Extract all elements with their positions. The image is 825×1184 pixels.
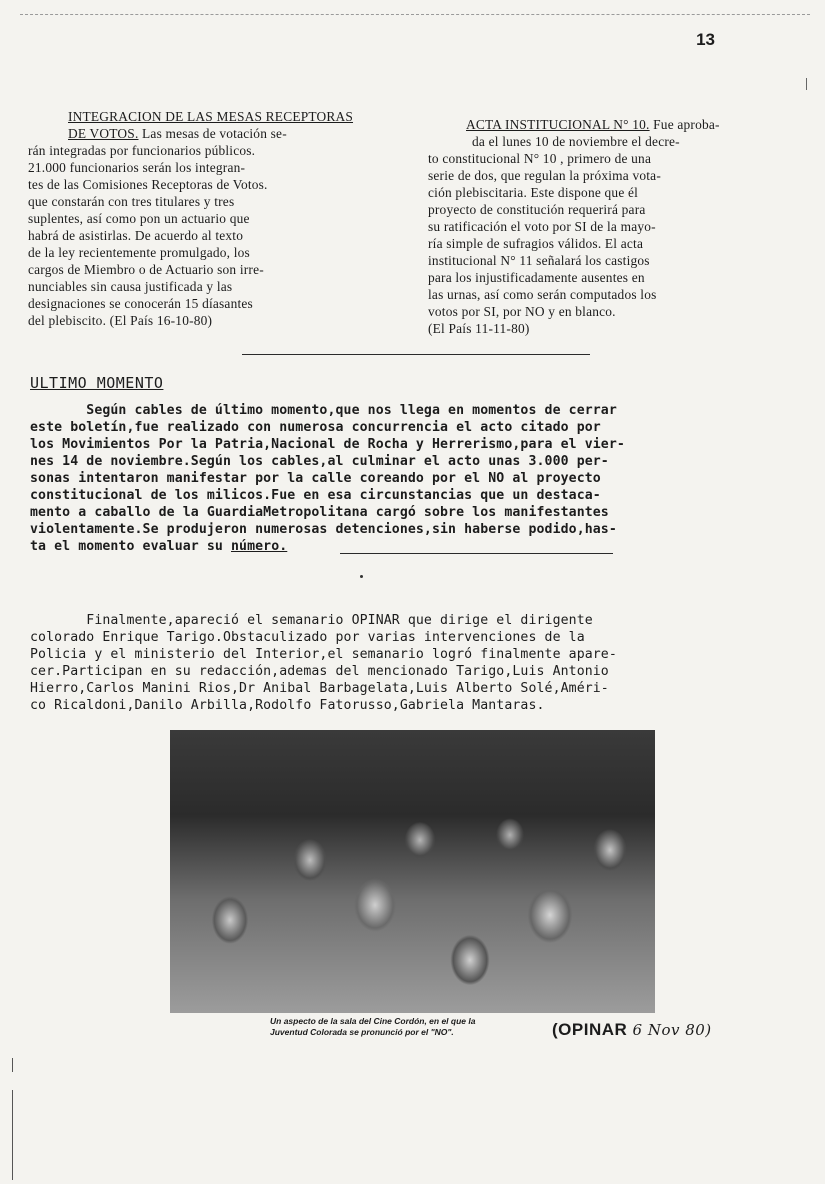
article-line: su ratificación el voto por SI de la mayo-	[428, 219, 656, 234]
article-line: designaciones se conocerán 15 díasantes	[28, 296, 253, 311]
article-line: tes de las Comisiones Receptoras de Votos.	[28, 177, 268, 192]
typed-line: Según cables de último momento,que nos llega en momentos de cerrar	[30, 403, 617, 418]
article-line: (El País 11-11-80)	[428, 321, 530, 336]
typed-line: violentamente.Se produjeron numerosas detenciones,sin haberse podido,has-	[30, 522, 617, 537]
article-line: to constitucional N° 10 , primero de una	[428, 151, 652, 166]
article-line: que constarán con tres titulares y tres	[28, 194, 235, 209]
article-line: suplentes, así como pon un actuario que	[28, 211, 250, 226]
article-line: serie de dos, que regulan la próxima vota-	[428, 168, 661, 183]
section-divider	[242, 354, 590, 355]
article-line: votos por SI, por NO y en blanco.	[428, 304, 616, 319]
article-line: Las mesas de votación se-	[138, 126, 287, 141]
numero-word: número.	[231, 539, 288, 554]
typed-line: Finalmente,apareció el semanario OPINAR que dirige el dirigente	[30, 613, 593, 628]
integracion-mesas-article	[28, 108, 368, 329]
article-heading-tail: DE VOTOS.	[68, 126, 139, 141]
handnote-date: 6 Nov 80)	[632, 1021, 712, 1039]
article-heading: ACTA INSTITUCIONAL N° 10.	[466, 117, 650, 132]
margin-mark	[12, 1090, 13, 1180]
typed-line: sonas intentaron manifestar por la calle coreando por el NO al proyecto	[30, 471, 601, 486]
typed-line: Policia y el ministerio del Interior,el semanario logró finalmente apare-	[30, 647, 617, 662]
article-heading-line	[28, 125, 368, 142]
subsection-divider	[340, 553, 613, 554]
article-line: de la ley recientemente promulgado, los	[28, 245, 250, 260]
margin-mark	[12, 1058, 13, 1072]
typed-line: co Ricaldoni,Danilo Arbilla,Rodolfo Fatorusso,Gabriela Mantaras.	[30, 698, 545, 713]
article-line: rán integradas por funcionarios públicos.	[28, 143, 256, 158]
photo-caption	[270, 1016, 550, 1038]
article-line: habrá de asistirlas. De acuerdo al texto	[28, 228, 244, 243]
typed-line: mento a caballo de la GuardiaMetropolitana cargó sobre los manifestantes	[30, 505, 609, 520]
article-line: para los injustificadamente ausentes en	[428, 270, 645, 285]
caption-line: Un aspecto de la sala del Cine Cordón, en el que la	[270, 1016, 476, 1026]
article-line: 21.000 funcionarios serán los integran-	[28, 160, 246, 175]
typed-line: cer.Participan en su redacción,ademas del mencionado Tarigo,Luis Antonio	[30, 664, 609, 679]
opinar-body	[30, 612, 800, 714]
ultimo-momento-title: ULTIMO MOMENTO	[30, 374, 164, 392]
caption-line: Juventud Colorada se pronunció por el "NO".	[270, 1027, 454, 1037]
typed-line: constitucional de los milicos.Fue en esa circunstancias que un destaca-	[30, 488, 601, 503]
top-border-line	[20, 14, 810, 15]
article-line: cargos de Miembro o de Actuario son irre-	[28, 262, 264, 277]
separator-dot	[360, 575, 363, 578]
article-heading-line	[428, 116, 778, 133]
typed-line: colorado Enrique Tarigo.Obstaculizado por varias intervenciones de la	[30, 630, 585, 645]
typed-line-start: ta el momento evaluar su	[30, 539, 231, 554]
typed-line: este boletín,fue realizado con numerosa concurrencia el acto citado por	[30, 420, 601, 435]
handnote-source: (OPINAR	[552, 1020, 628, 1039]
acta-institucional-article	[428, 116, 778, 337]
typed-line: los Movimientos Por la Patria,Nacional de Rocha y Herrerismo,para el vier-	[30, 437, 625, 452]
margin-mark	[806, 78, 807, 90]
article-line: nunciables sin causa justificada y las	[28, 279, 233, 294]
article-line: las urnas, así como serán computados los	[428, 287, 657, 302]
article-line: proyecto de constitución requerirá para	[428, 202, 646, 217]
crowd-photo	[170, 730, 655, 1013]
handwritten-source-note	[552, 1020, 712, 1040]
article-line: ción plebiscitaria. Este dispone que él	[428, 185, 639, 200]
typed-line: nes 14 de noviembre.Según los cables,al culminar el acto unas 3.000 per-	[30, 454, 609, 469]
article-line: del plebiscito. (El País 16-10-80)	[28, 313, 213, 328]
article-heading-tail: Fue aproba-	[649, 117, 720, 132]
article-line: da el lunes 10 de noviembre el decre-	[472, 134, 680, 149]
ultimo-momento-body	[30, 402, 800, 555]
page-number: 13	[696, 30, 715, 49]
article-line: ría simple de sufragios válidos. El acta	[428, 236, 644, 251]
article-line: institucional N° 11 señalará los castigos	[428, 253, 650, 268]
typed-line: Hierro,Carlos Manini Rios,Dr Anibal Barbagelata,Luis Alberto Solé,Améri-	[30, 681, 609, 696]
article-heading: INTEGRACION DE LAS MESAS RECEPTORAS	[68, 109, 354, 124]
